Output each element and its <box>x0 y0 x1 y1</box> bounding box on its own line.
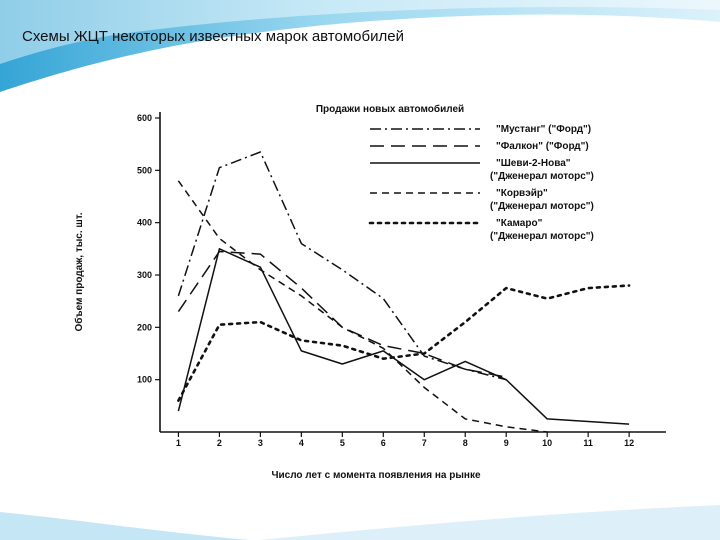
legend-label-3: "Шеви-2-Нова" <box>496 158 571 169</box>
y-axis-title: Объем продаж, тыс. шт. <box>74 212 85 332</box>
chart-title: Продажи новых автомобилей <box>315 104 465 115</box>
y-tick-label: 600 <box>136 113 152 123</box>
x-tick-label: 12 <box>624 438 635 448</box>
y-tick-label: 200 <box>136 322 152 333</box>
legend-label-4: "Корвэйр" <box>496 188 548 199</box>
x-tick-label: 8 <box>462 438 468 448</box>
x-axis-title: Число лет с момента появления на рынке <box>271 470 481 481</box>
x-tick-label: 4 <box>298 438 304 448</box>
legend-label-4: ("Дженерал моторс") <box>490 201 594 212</box>
sales-chart <box>68 92 668 484</box>
x-tick-label: 3 <box>257 438 263 448</box>
y-tick-label: 300 <box>136 270 152 280</box>
x-tick-label: 7 <box>421 438 427 448</box>
legend-label-5: "Камаро" <box>496 218 543 229</box>
legend-label-1: "Мустанг" ("Форд") <box>496 124 592 135</box>
slide-title: Схемы ЖЦТ некоторых известных марок автомобилей <box>22 28 404 45</box>
x-tick-label: 2 <box>216 438 222 448</box>
legend-label-5: ("Дженерал моторс") <box>490 231 594 242</box>
x-tick-label: 1 <box>175 438 181 448</box>
x-tick-label: 10 <box>542 438 553 448</box>
x-tick-label: 6 <box>380 438 386 448</box>
chart-panel <box>68 92 668 484</box>
y-tick-label: 400 <box>136 217 152 228</box>
y-tick-label: 100 <box>136 374 152 385</box>
x-tick-label: 9 <box>503 438 509 448</box>
legend-label-2: "Фалкон" ("Форд") <box>496 141 589 152</box>
y-tick-label: 500 <box>136 165 152 176</box>
x-tick-label: 5 <box>339 438 345 448</box>
x-tick-label: 11 <box>583 438 593 448</box>
legend-label-3: ("Дженерал моторс") <box>490 171 594 182</box>
